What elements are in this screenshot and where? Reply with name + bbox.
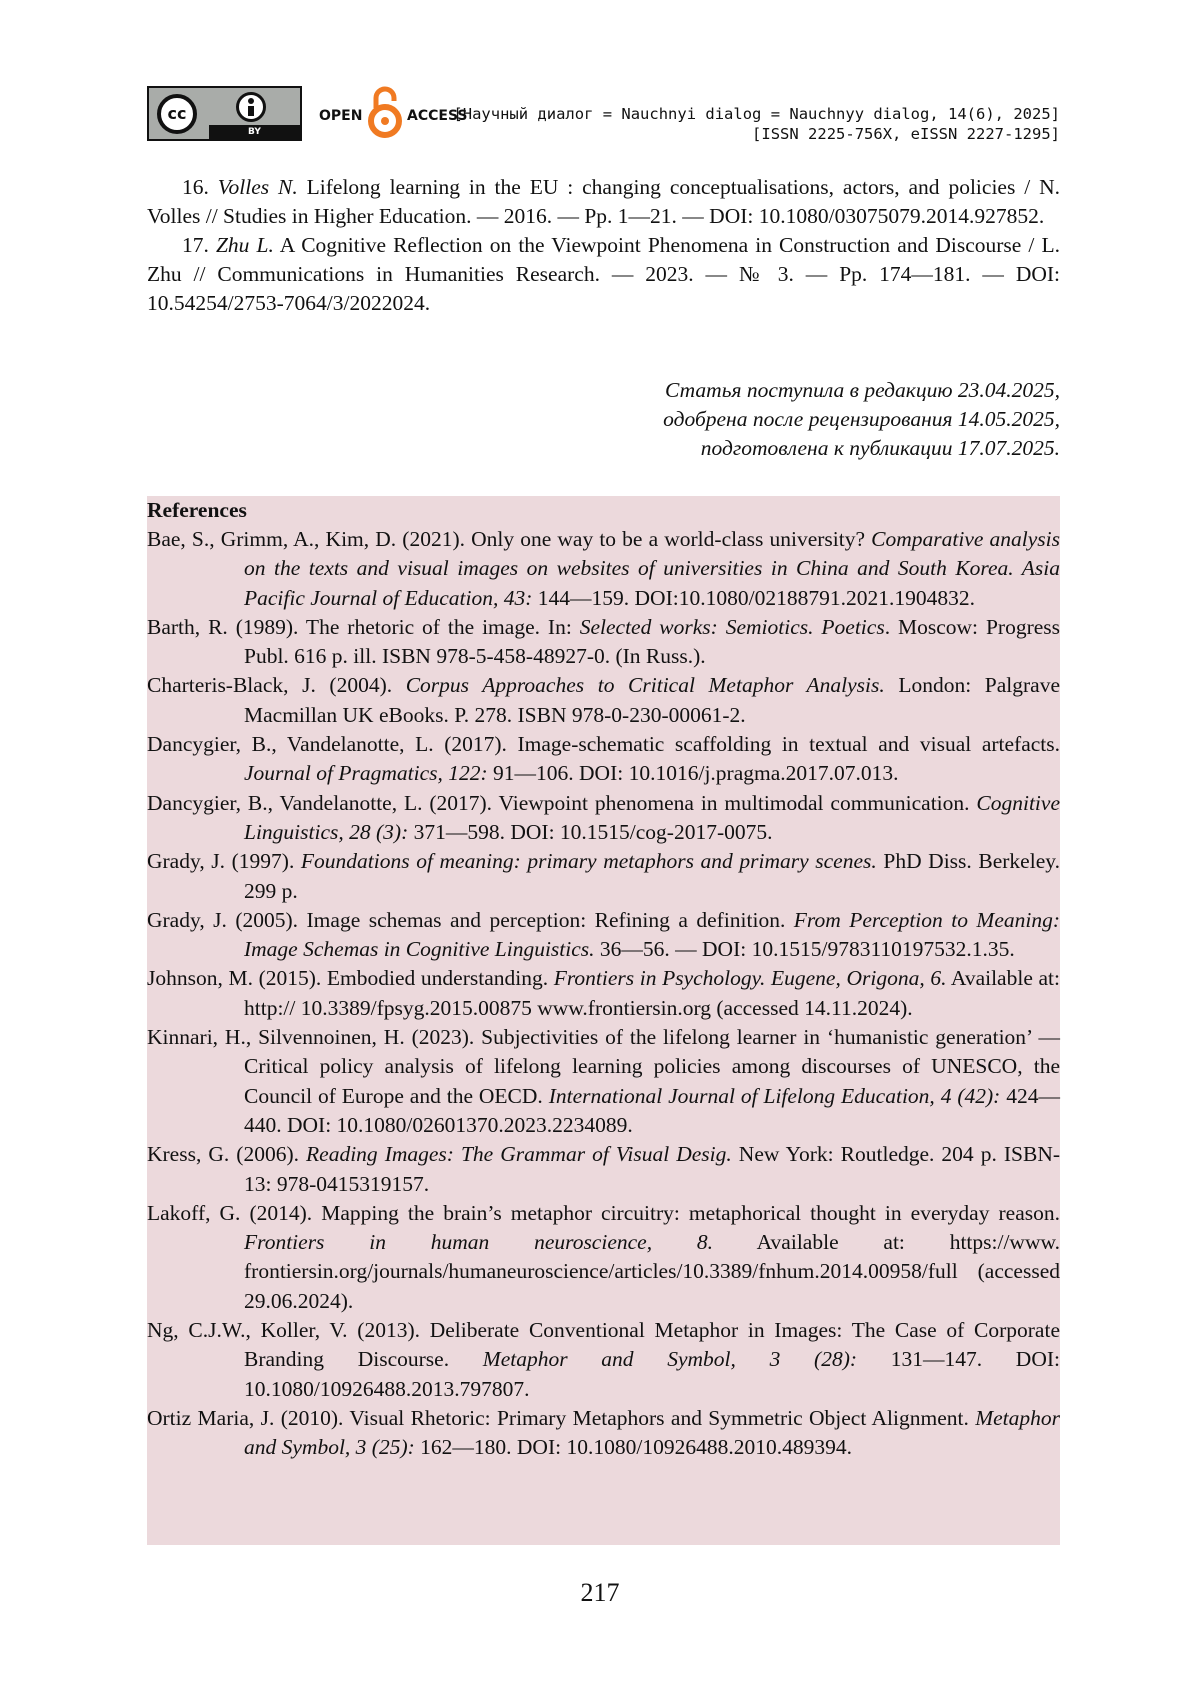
reference-entry: 16. Volles N. Lifelong learning in the EU : changing conceptualisations, actors, and policies / N. Volles // Studies in Higher Education. — 2016. — Pp. 1—21. — DOI: 10.1080/03075079.2014.927852. bbox=[147, 175, 1060, 228]
references-section bbox=[147, 496, 1060, 1545]
reference-entry: Grady, J. (2005). Image schemas and perception: Refining a definition. From Perception to Meaning: Image Schemas in Cognitive Linguistics. 36—56. — DOI: 10.1515/9783110197532.1.35. bbox=[147, 907, 1060, 962]
reference-entry: Dancygier, B., Vandelanotte, L. (2017). Viewpoint phenomena in multimodal communication. Cognitive Linguistics, 28 (3): 371—598. DOI: 10.1515/cog-2017-0075. bbox=[147, 790, 1060, 844]
cc-icon: cc bbox=[157, 94, 197, 134]
cc-by-license-badge[interactable] bbox=[147, 86, 302, 141]
journal-issn-line: [ISSN 2225-756X, eISSN 2227-1295] bbox=[752, 125, 1060, 143]
reference-entry: Ng, C.J.W., Koller, V. (2013). Deliberate Conventional Metaphor in Images: The Case of Corporate Branding Discourse. Metaphor and Symbol, 3 (28): 131—147. DOI: 10.1080/10926488.2013.797807. bbox=[147, 1318, 1060, 1401]
approved-date-line: одобрена после рецензирования 14.05.2025, bbox=[663, 407, 1060, 431]
reference-entry: 17. Zhu L. A Cognitive Reflection on the Viewpoint Phenomena in Construction and Discourse / L. Zhu // Communications in Humanities Research. — 2023. — № 3. — Pp. 174—181. — DOI: 10.54254/2753-7064/3/2022024. bbox=[147, 233, 1060, 315]
reference-entry: Johnson, M. (2015). Embodied understanding. Frontiers in Psychology. Eugene, Origona, 6. Available at: http:// 10.3389/fpsyg.2015.00875 www.frontiersin.org (accessed 14.11.2024). bbox=[147, 966, 1060, 1020]
russian-references-tail bbox=[147, 173, 1060, 318]
page-header bbox=[147, 86, 1060, 142]
reference-entry: Ortiz Maria, J. (2010). Visual Rhetoric: Primary Metaphors and Symmetric Object Alignment. Metaphor and Symbol, 3 (25): 162—180. DOI: 10.1080/10926488.2010.489394. bbox=[147, 1405, 1060, 1460]
reference-entry: Dancygier, B., Vandelanotte, L. (2017). Image-schematic scaffolding in textual and visual artefacts. Journal of Pragmatics, 122: 91—106. DOI: 10.1016/j.pragma.2017.07.013. bbox=[147, 732, 1060, 786]
page-number: 217 bbox=[580, 1578, 620, 1607]
references-list bbox=[147, 525, 1060, 1463]
reference-entry: Lakoff, G. (2014). Mapping the brain’s metaphor circuitry: metaphorical thought in everyday reason. Frontiers in human neuroscience, 8. Available at: https://www. frontiersin.org/journals/humaneuroscience/articles/10.3389/fnhum.2014.00958/full (accessed 29.06.2024). bbox=[147, 1200, 1060, 1313]
received-date-line: Статья поступила в редакцию 23.04.2025, bbox=[664, 378, 1060, 402]
journal-title-line: [Научный диалог = Nauchnyi dialog = Nauchnyy dialog, 14(6), 2025] bbox=[453, 105, 1060, 123]
attribution-person-icon bbox=[236, 92, 266, 122]
prepared-date-line: подготовлена к публикации 17.07.2025. bbox=[700, 436, 1060, 460]
reference-entry: Kinnari, H., Silvennoinen, H. (2023). Subjectivities of the lifelong learner in ‘humanistic generation’ — Critical policy analysis of lifelong learning policies among discourses of UNESCO, the Council of Europe and the OECD. International Journal of Lifelong Education, 4 (42): 424—440. DOI: 10.1080/02601370.2023.2234089. bbox=[147, 1025, 1060, 1137]
reference-entry: Charteris-Black, J. (2004). Corpus Approaches to Critical Metaphor Analysis. London: Palgrave Macmillan UK eBooks. P. 278. ISBN 978-0-230-00061-2. bbox=[147, 673, 1061, 727]
open-access-access-text: ACCESS bbox=[407, 108, 468, 124]
reference-entry: Barth, R. (1989). The rhetoric of the image. In: Selected works: Semiotics. Poetics. Moscow: Progress Publ. 616 p. ill. ISBN 978-5-458-48927-0. (In Russ.). bbox=[147, 614, 1061, 669]
open-access-lock-icon bbox=[367, 86, 403, 138]
references-heading: References bbox=[147, 498, 247, 522]
open-access-logo bbox=[319, 86, 467, 141]
reference-entry: Grady, J. (1997). Foundations of meaning: primary metaphors and primary scenes. PhD Diss. Berkeley. 299 p. bbox=[147, 849, 1060, 903]
journal-info bbox=[453, 104, 1060, 144]
reference-entry: Kress, G. (2006). Reading Images: The Grammar of Visual Desig. New York: Routledge. 204 p. ISBN-13: 978-0415319157. bbox=[147, 1142, 1061, 1196]
reference-entry: Bae, S., Grimm, A., Kim, D. (2021). Only one way to be a world-class university? Comparative analysis on the texts and visual images on websites of universities in China and South Korea. Asia Pacific Journal of Education, 43: 144—159. DOI:10.1080/02188791.2021.1904832. bbox=[147, 527, 1060, 610]
article-dates bbox=[147, 376, 1060, 463]
by-label: BY bbox=[209, 125, 300, 139]
open-access-open-text: OPEN bbox=[319, 108, 363, 124]
